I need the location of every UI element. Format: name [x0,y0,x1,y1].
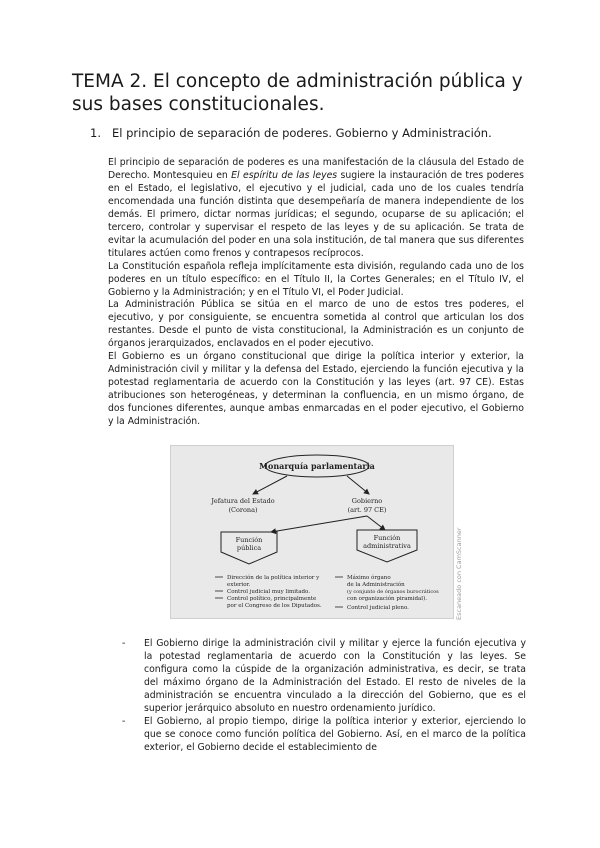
head-of-state-sub: (Corona) [228,506,258,514]
bullet-text: El Gobierno, al propio tiempo, dirige la política interior y exterior, ejerciendo lo que se conoce como función política del Gobierno. Así, en el marco de la política exterior, el Gobierno decide el establecimiento de [144,715,526,753]
paragraph-text: sugiere la instauración de tres poderes en el Estado, el legislativo, el ejecutivo y el judicial, cada uno de los cuales tendría encomendada una función distinta que desempeñaría de manera independiente de los demás. El primero, dictar normas jurídicas; el segundo, ocuparse de su aplicación; el tercero, controlar y supervisar el respeto de las leyes y de su aplicación. Se trata de evitar la acumulación del poder en una sola institución, de tal manera que sus diferentes titulares actúen como frenos y contrapesos recíprocos. [108,169,524,259]
list-item [108,638,526,716]
right-item: Máximo órgano [347,575,391,581]
right-item: con organización piramidal). [347,596,427,602]
left-item: exterior. [227,582,251,588]
head-of-state-label: Jefatura del Estado [211,497,275,505]
paragraph-government: El Gobierno es un órgano constitucional que dirige la política interior y exterior, la Administración civil y militar y la defensa del Estado, ejerciendo la función ejecutiva y la potestad reglamentaria de acuerdo con la Constitución y las leyes (art. 97 CE). Estas atribuciones son heterogéneas, y determinan la confluencia, en un mismo órgano, de dos funciones diferentes, aunque ambas enmarcadas en el poder ejecutivo, el Gobierno y la Administración. [108,351,524,428]
left-item: por el Congreso de los Diputados. [227,603,322,609]
right-item: Control judicial pleno. [347,605,409,611]
scanner-watermark: Escaneado con CamScanner [455,527,463,620]
admin-function-label-2: administrativa [363,542,411,550]
arrow-to-head-of-state [253,476,287,494]
paragraph-constitution: La Constitución española refleja implícitamente esta división, regulando cada uno de los poderes en un título específico: en el Título II, la Cortes Generales; en el Título IV, el Gobierno y la Administración; y en el Título VI, el Poder Judicial. [108,260,524,298]
paragraph-separation-of-powers [108,157,524,261]
public-function-label-1: Función [235,536,263,544]
page-title: TEMA 2. El concepto de administración pública y sus bases constitucionales. [72,71,523,115]
book-title: El espíritu de las leyes [231,169,338,181]
government-label: Gobierno [351,497,383,505]
right-item: (y conjunto de órganos burocráticos [347,589,439,595]
arrow-government-to-admin [367,516,385,530]
body-text [108,157,524,429]
section-heading [90,126,520,140]
public-function-label-2: pública [236,544,262,552]
left-item: Control político, principalmente [227,596,317,602]
bullet-dash: - [122,715,126,727]
bullet-dash: - [122,638,126,649]
arrow-government-to-public [271,516,367,532]
diagram-svg [171,446,453,618]
bullet-text: El Gobierno dirige la administración civil y militar y ejerce la función ejecutiva y la potestad reglamentaria de acuerdo con la Constitución y las leyes. Se configura como la cúspide de la organización administrativa, es decir, se trata del máximo órgano de la Administración del Estado. El resto de niveles de la administración se encuentra vinculado a la dirección del Gobierno, que es el superior jerárquico absoluto en nuestro ordenamiento jurídico. [144,638,526,714]
section-title: El principio de separación de poderes. Gobierno y Administración. [112,126,492,140]
paragraph-public-administration: La Administración Pública se sitúa en el marco de uno de estos tres poderes, el ejecutivo, y por consiguiente, se encuentra sometida al control que articulan los dos restantes. Desde el punto de vista constitucional, la Administración es un conjunto de órganos jerarquizados, enclavados en el poder ejecutivo. [108,299,524,350]
arrow-to-government [347,476,369,494]
left-item: Control judicial muy limitado. [227,589,310,595]
right-item: de la Administración [347,582,405,588]
list-item [108,716,526,755]
diagram-root: Monarquía parlamentaria [259,461,375,471]
government-sub: (art. 97 CE) [347,506,387,514]
scanned-diagram [170,445,454,619]
section-number: 1. [90,126,101,140]
left-item: Dirección de la política interior y [227,575,320,581]
admin-function-label-1: Función [373,534,401,542]
bullet-list [108,638,526,755]
paragraph-text: El principio de separación de poderes es una manifestación de la cláusula del Estado de Derecho. Montesquieu en [108,157,524,181]
